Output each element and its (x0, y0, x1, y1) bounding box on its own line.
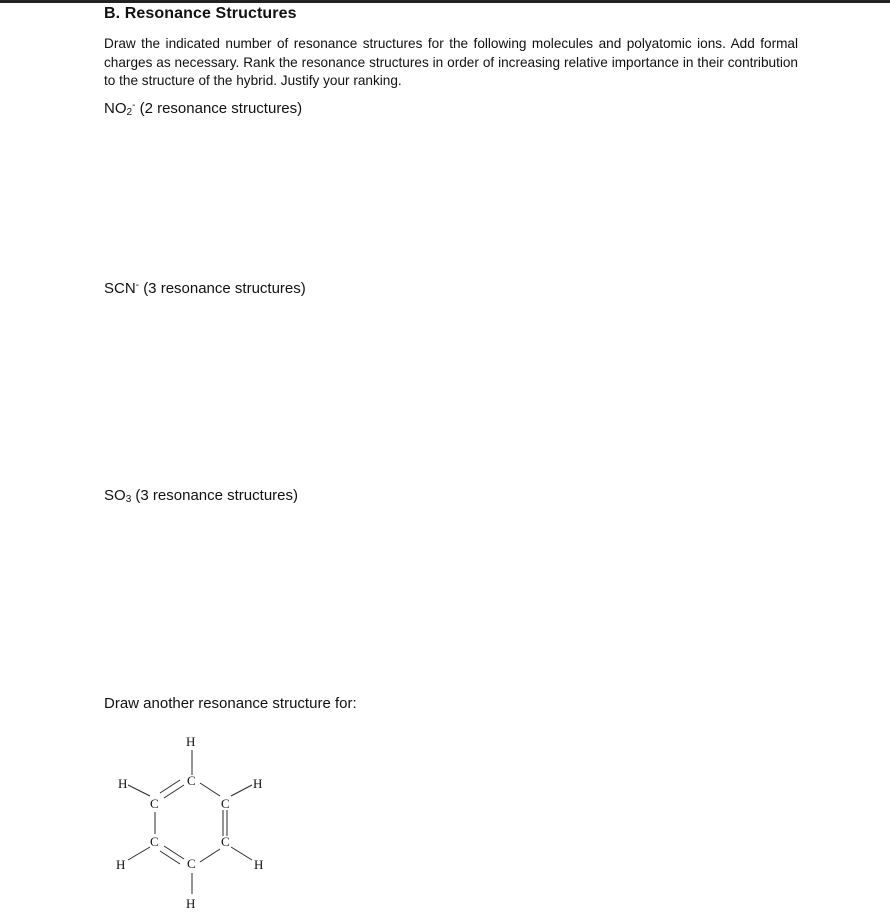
instructions-paragraph: Draw the indicated number of resonance structures for the following molecules and polyatomic ions. Add formal charges as necessary. Rank the resonance structures in order of increasing relative importance in their contribution to the structure of the hybrid. Justify your ranking. (104, 36, 798, 89)
bond-c4-c5-a (164, 846, 184, 859)
bond-c4-c5-b (160, 851, 180, 864)
prompt-no2 (104, 100, 302, 118)
atom-c-bottom: C (187, 856, 196, 871)
atom-h-top: H (186, 734, 196, 749)
bond-c3-c4 (200, 849, 220, 862)
formula-scn: SCN- (104, 280, 140, 297)
bond-c3-h3 (231, 847, 252, 860)
section-title: B. Resonance Structures (104, 5, 297, 22)
atom-h-upper-right: H (253, 776, 263, 791)
note-so3: (3 resonance structures) (135, 487, 298, 504)
atom-h-upper-left: H (118, 776, 128, 791)
atom-h-bottom: H (186, 896, 196, 911)
bond-c1-c6-b (160, 780, 180, 793)
prompt-so3 (104, 487, 298, 505)
atom-c-upper-left: C (150, 796, 159, 811)
prompt-draw-another: Draw another resonance structure for: (104, 695, 357, 712)
benzene-structure (100, 728, 300, 912)
bond-c6-h6 (128, 785, 150, 796)
atom-c-top: C (187, 773, 196, 788)
top-rule (0, 0, 890, 3)
bond-c2-h2 (231, 785, 252, 796)
atom-c-lower-right: C (221, 834, 230, 849)
prompt-scn (104, 280, 306, 297)
atom-c-lower-left: C (150, 834, 159, 849)
note-scn: (3 resonance structures) (143, 280, 306, 297)
formula-no2: $NO_2^-$ (104, 100, 136, 118)
bond-c1-c2 (200, 783, 220, 796)
note-no2: (2 resonance structures) (139, 100, 303, 117)
atom-c-upper-right: C (221, 796, 230, 811)
bonds (128, 750, 252, 894)
atom-h-lower-left: H (116, 857, 126, 872)
formula-so3: $SO_3$ (104, 487, 132, 505)
atoms (116, 734, 263, 911)
bond-c1-c6-a (164, 785, 184, 798)
bond-c5-h5 (128, 847, 150, 860)
atom-h-lower-right: H (254, 857, 264, 872)
